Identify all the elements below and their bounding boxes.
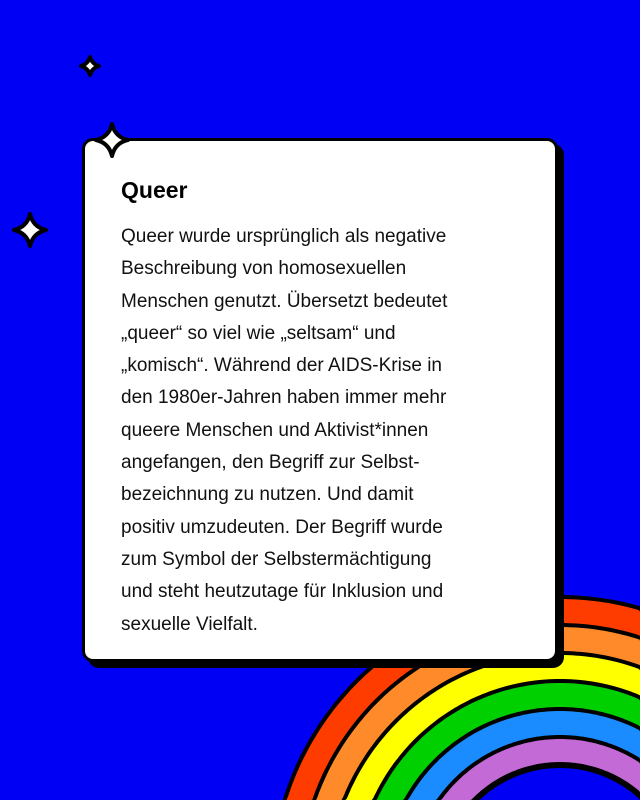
sparkle-icon-large	[10, 210, 50, 250]
body-line: „komisch“. Während der AIDS-Krise in	[121, 355, 442, 377]
body-line: positiv umzudeuten. Der Begriff wurde	[121, 516, 443, 538]
body-line: Queer wurde ursprünglich als negative	[121, 226, 447, 247]
definition-card	[82, 138, 558, 662]
sparkle-icon-card-corner	[92, 120, 132, 160]
card-body	[121, 221, 531, 641]
card-title: Queer	[121, 177, 188, 203]
body-line: und steht heutzutage für Inklusion und	[121, 581, 444, 603]
body-line: Beschreibung von homosexuellen	[121, 258, 407, 280]
body-line: zum Symbol der Selbstermächtigung	[121, 548, 432, 570]
body-line: „queer“ so viel wie „seltsam“ und	[121, 322, 396, 344]
sparkle-icon-small	[78, 54, 102, 78]
body-line: Menschen genutzt. Übersetzt bedeutet	[121, 290, 448, 312]
body-line: bezeichnung zu nutzen. Und damit	[121, 484, 414, 506]
body-line: angefangen, den Begriff zur Selbst-	[121, 452, 420, 474]
body-line: queere Menschen und Aktivist*innen	[121, 419, 429, 441]
body-line: sexuelle Vielfalt.	[121, 613, 258, 635]
body-line: den 1980er-Jahren haben immer mehr	[121, 387, 447, 409]
